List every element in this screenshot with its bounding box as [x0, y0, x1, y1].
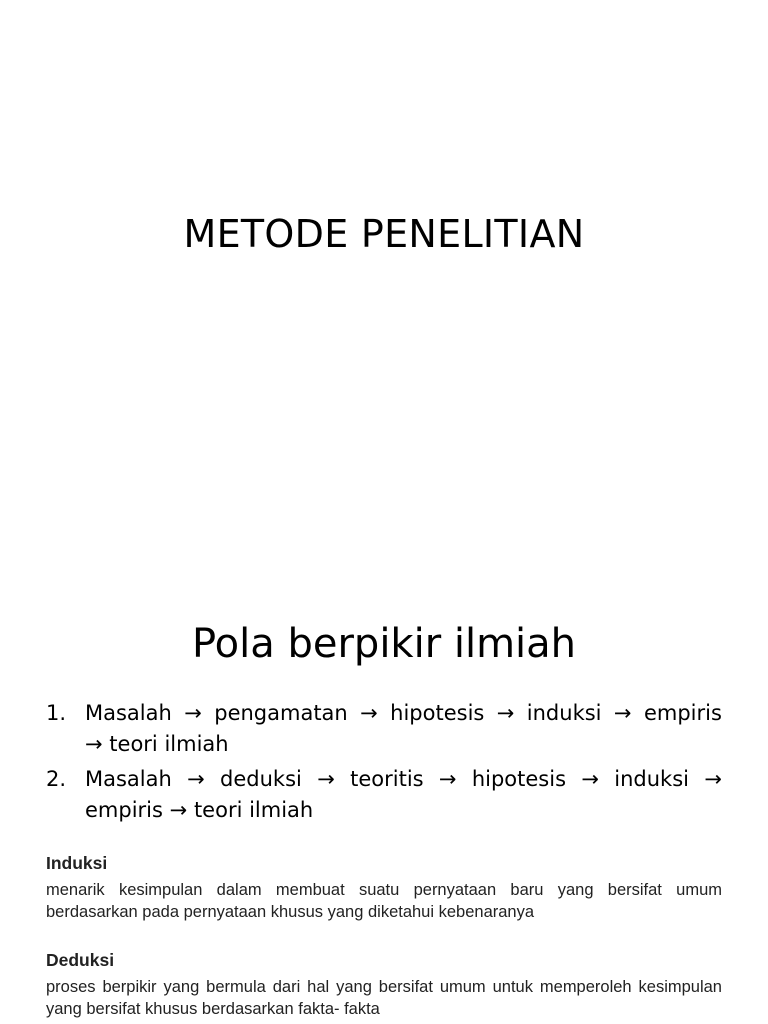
slide-title: METODE PENELITIAN [183, 212, 585, 256]
flow-term: Masalah [85, 767, 172, 791]
flow-term: teoritis [350, 767, 424, 791]
step-flow-line [85, 698, 722, 729]
slide-heading: Pola berpikir ilmiah [191, 621, 577, 667]
arrow-right-icon: → [704, 767, 722, 791]
definition-text: proses berpikir yang bermula dari hal yang bersifat umum untuk memperoleh kesimpulan yang bersifat khusus berdasarkan fakta- fakta [46, 978, 722, 1018]
step-flow-line [85, 795, 722, 826]
arrow-right-icon: → [85, 732, 103, 756]
step-item-1 [46, 698, 722, 760]
arrow-right-icon: → [360, 701, 378, 725]
flow-term: teori ilmiah [109, 732, 229, 756]
flow-term: hipotesis [471, 767, 567, 791]
step-item-2 [46, 764, 722, 826]
arrow-right-icon: → [438, 767, 457, 791]
step-number: 2. [46, 767, 67, 791]
flow-term: pengamatan [214, 701, 348, 725]
flow-term: Masalah [85, 701, 172, 725]
flow-term: deduksi [220, 767, 302, 791]
definitions [46, 852, 722, 1024]
definition-induksi [46, 852, 722, 923]
definition-text: menarik kesimpulan dalam membuat suatu pernyataan baru yang bersifat umum berdasarkan pada pernyataan khusus yang diketahui kebenaranya [46, 881, 722, 921]
step-flow-line [85, 764, 722, 795]
arrow-right-icon: → [169, 798, 188, 822]
flow-term: induksi [526, 701, 602, 725]
definition-term: Deduksi [46, 950, 115, 970]
steps-list [46, 698, 722, 830]
slide-pola-berpikir [0, 576, 768, 1024]
flow-term: induksi [614, 767, 689, 791]
arrow-right-icon: → [581, 767, 599, 791]
arrow-right-icon: → [317, 767, 335, 791]
step-flow-line [85, 729, 722, 760]
definition-deduksi [46, 949, 722, 1020]
flow-term: hipotesis [390, 701, 485, 725]
arrow-right-icon: → [187, 767, 205, 791]
step-number: 1. [46, 701, 67, 725]
arrow-right-icon: → [496, 701, 515, 725]
flow-term: empiris [643, 701, 722, 725]
arrow-right-icon: → [613, 701, 632, 725]
flow-term: empiris [85, 798, 163, 822]
flow-term: teori ilmiah [193, 798, 314, 822]
arrow-right-icon: → [184, 701, 202, 725]
definition-term: Induksi [46, 853, 108, 873]
